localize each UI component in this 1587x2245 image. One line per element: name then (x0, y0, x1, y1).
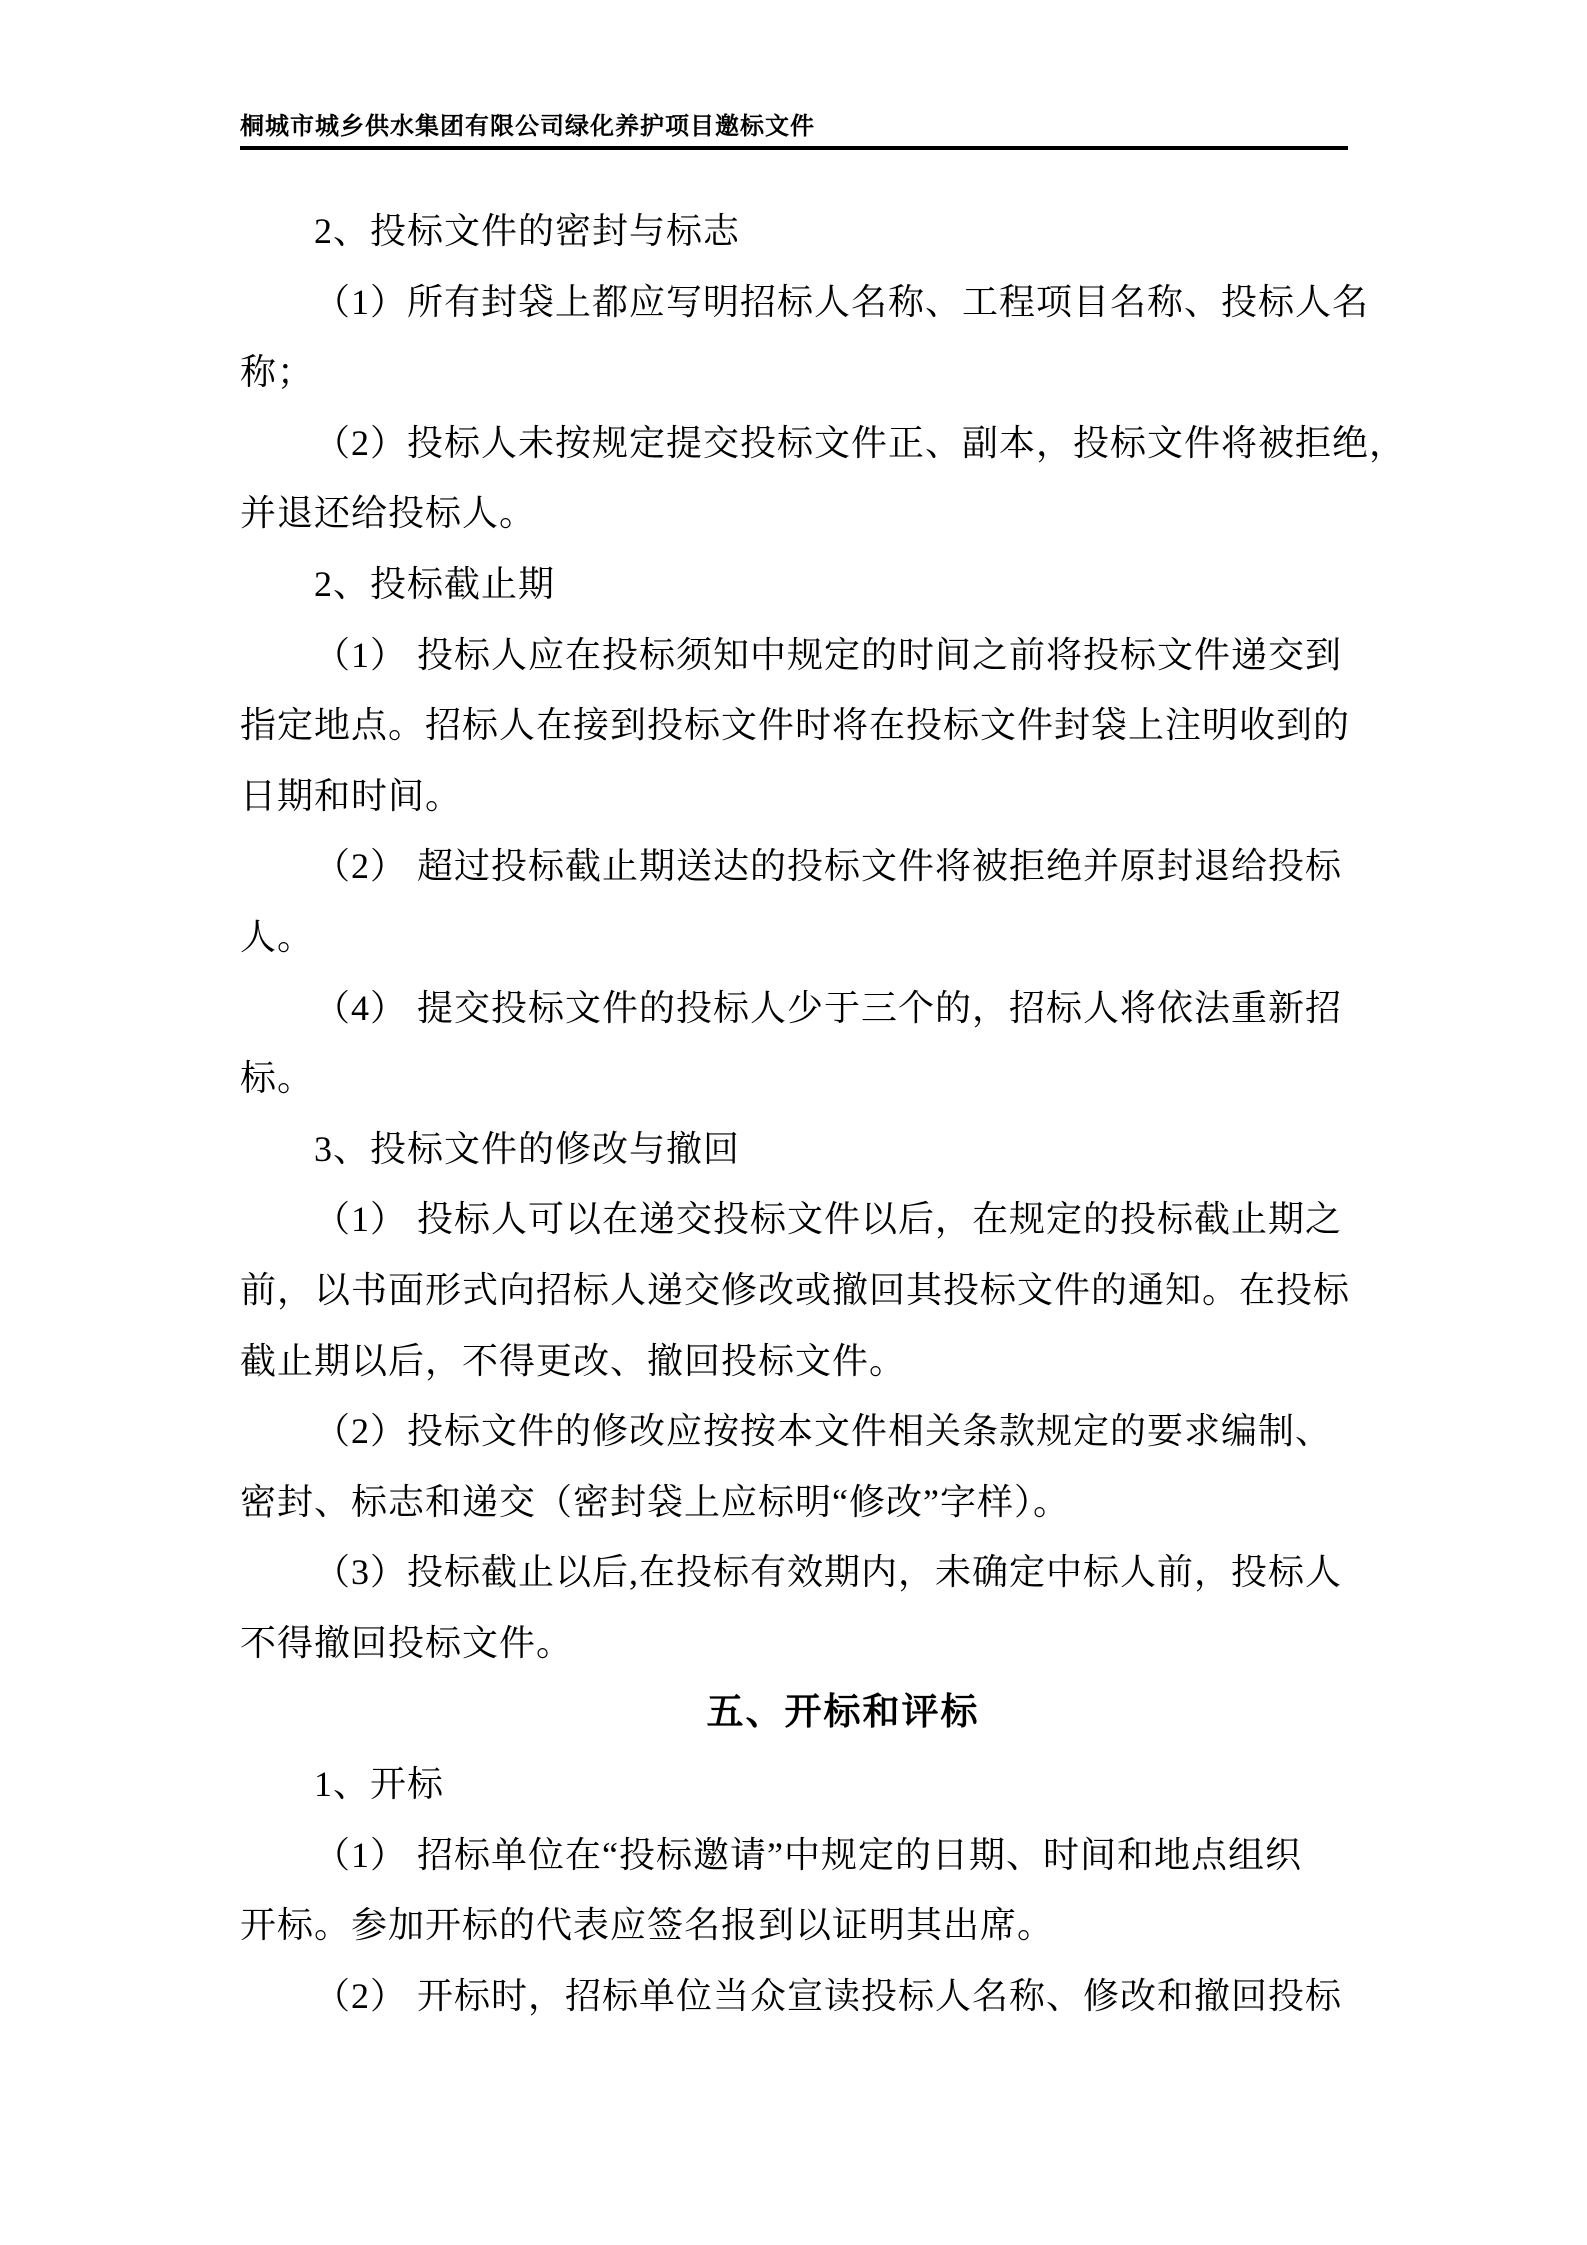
text-line: 标。 (240, 1058, 315, 1099)
text-line: 日期和时间。 (240, 775, 463, 816)
text-line: 截止期以后，不得更改、撤回投标文件。 (240, 1340, 907, 1381)
text-line: 密封、标志和递交（密封袋上应标明“修改”字样）。 (240, 1481, 1070, 1522)
text-line: （1）所有封袋上都应写明招标人名称、工程项目名称、投标人名 (314, 281, 1370, 322)
text-line: 不得撤回投标文件。 (240, 1622, 574, 1663)
text-line: 1、开标 (314, 1764, 445, 1805)
text-line: （2） 开标时，招标单位当众宣读投标人名称、修改和撤回投标 (314, 1975, 1343, 2016)
text-line: 3、投标文件的修改与撤回 (314, 1128, 741, 1169)
text-line: （2）投标人未按规定提交投标文件正、副本，投标文件将被拒绝， (314, 422, 1407, 463)
text-line: 前，以书面形式向招标人递交修改或撤回其投标文件的通知。在投标 (240, 1269, 1351, 1310)
text-line: （1） 投标人应在投标须知中规定的时间之前将投标文件递交到 (314, 634, 1343, 675)
page-header-rule (240, 146, 1348, 150)
text-line: 并退还给投标人。 (240, 493, 537, 534)
text-line: （4） 提交投标文件的投标人少于三个的，招标人将依法重新招 (314, 987, 1343, 1028)
page-header-title: 桐城市城乡供水集团有限公司绿化养护项目邀标文件 (240, 114, 815, 140)
section-heading: 五、开标和评标 (706, 1692, 980, 1734)
text-line: 人。 (240, 916, 315, 957)
text-line: 称； (240, 352, 315, 393)
text-line: 2、投标文件的密封与标志 (314, 211, 741, 251)
text-line: （3）投标截止以后,在投标有效期内，未确定中标人前，投标人 (314, 1552, 1343, 1593)
text-line: 指定地点。招标人在接到投标文件时将在投标文件封袋上注明收到的 (240, 705, 1351, 746)
text-line: （2） 超过投标截止期送达的投标文件将被拒绝并原封退给投标 (314, 846, 1343, 887)
text-line: 2、投标截止期 (314, 563, 556, 604)
text-line: （2）投标文件的修改应按按本文件相关条款规定的要求编制、 (314, 1411, 1333, 1452)
text-line: 开标。参加开标的代表应签名报到以证明其出席。 (240, 1905, 1055, 1946)
document-body (240, 196, 1407, 2031)
text-line: （1） 招标单位在“投标邀请”中规定的日期、时间和地点组织 (314, 1834, 1302, 1875)
text-line: （1） 投标人可以在递交投标文件以后，在规定的投标截止期之 (314, 1199, 1343, 1240)
